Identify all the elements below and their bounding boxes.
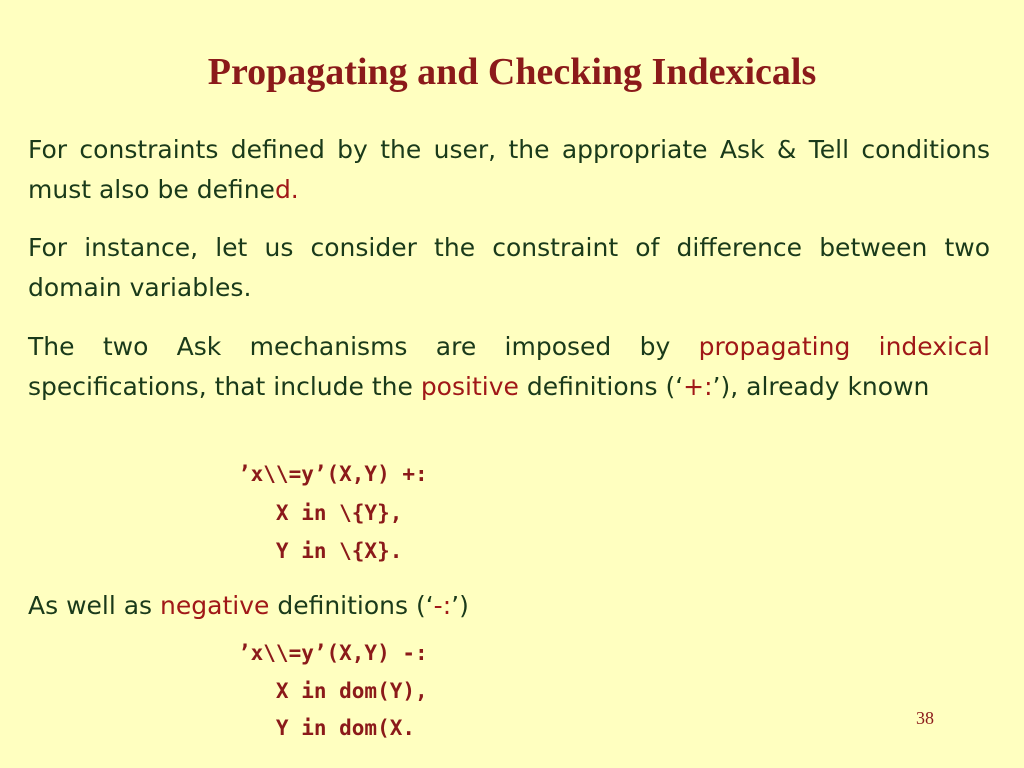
code-line: Y in \{X}. — [238, 539, 403, 563]
text-segment: The two Ask mechanisms are imposed by — [28, 332, 699, 361]
code-line: X in \{Y}, — [238, 501, 403, 525]
page-number: 38 — [916, 708, 934, 728]
paragraph-text-end: d. — [274, 175, 299, 204]
text-segment: definitions (‘ — [518, 372, 684, 401]
term-negative: negative — [160, 591, 270, 620]
term-minus-operator: -: — [433, 591, 452, 620]
code-line: ’x\\=y’(X,Y) -: — [238, 641, 428, 665]
paragraph-negative-definitions — [28, 586, 990, 626]
text-segment: ’), already known — [712, 372, 930, 401]
paragraph-example-intro: For instance, let us consider the constraint of difference between two domain variables. — [28, 233, 990, 302]
code-line: ’x\\=y’(X,Y) +: — [238, 462, 428, 486]
text-segment: definitions (‘ — [269, 591, 434, 620]
term-propagating-indexical: propagating indexical — [698, 332, 990, 361]
code-line: Y in dom(X. — [238, 716, 416, 740]
paragraph-text: For constraints defined by the user, the appropriate Ask & Tell conditions must also be define — [28, 135, 990, 204]
paragraph-ask-mechanisms — [28, 327, 990, 407]
slide-title: Propagating and Checking Indexicals — [207, 51, 817, 93]
paragraph-user-constraints — [28, 130, 990, 210]
text-segment: As well as — [28, 591, 161, 620]
code-line: X in dom(Y), — [238, 679, 428, 703]
text-segment: specifications, that include the — [28, 372, 421, 401]
term-plus-operator: +: — [683, 372, 713, 401]
text-segment: ’) — [451, 591, 469, 620]
term-positive: positive — [420, 372, 519, 401]
